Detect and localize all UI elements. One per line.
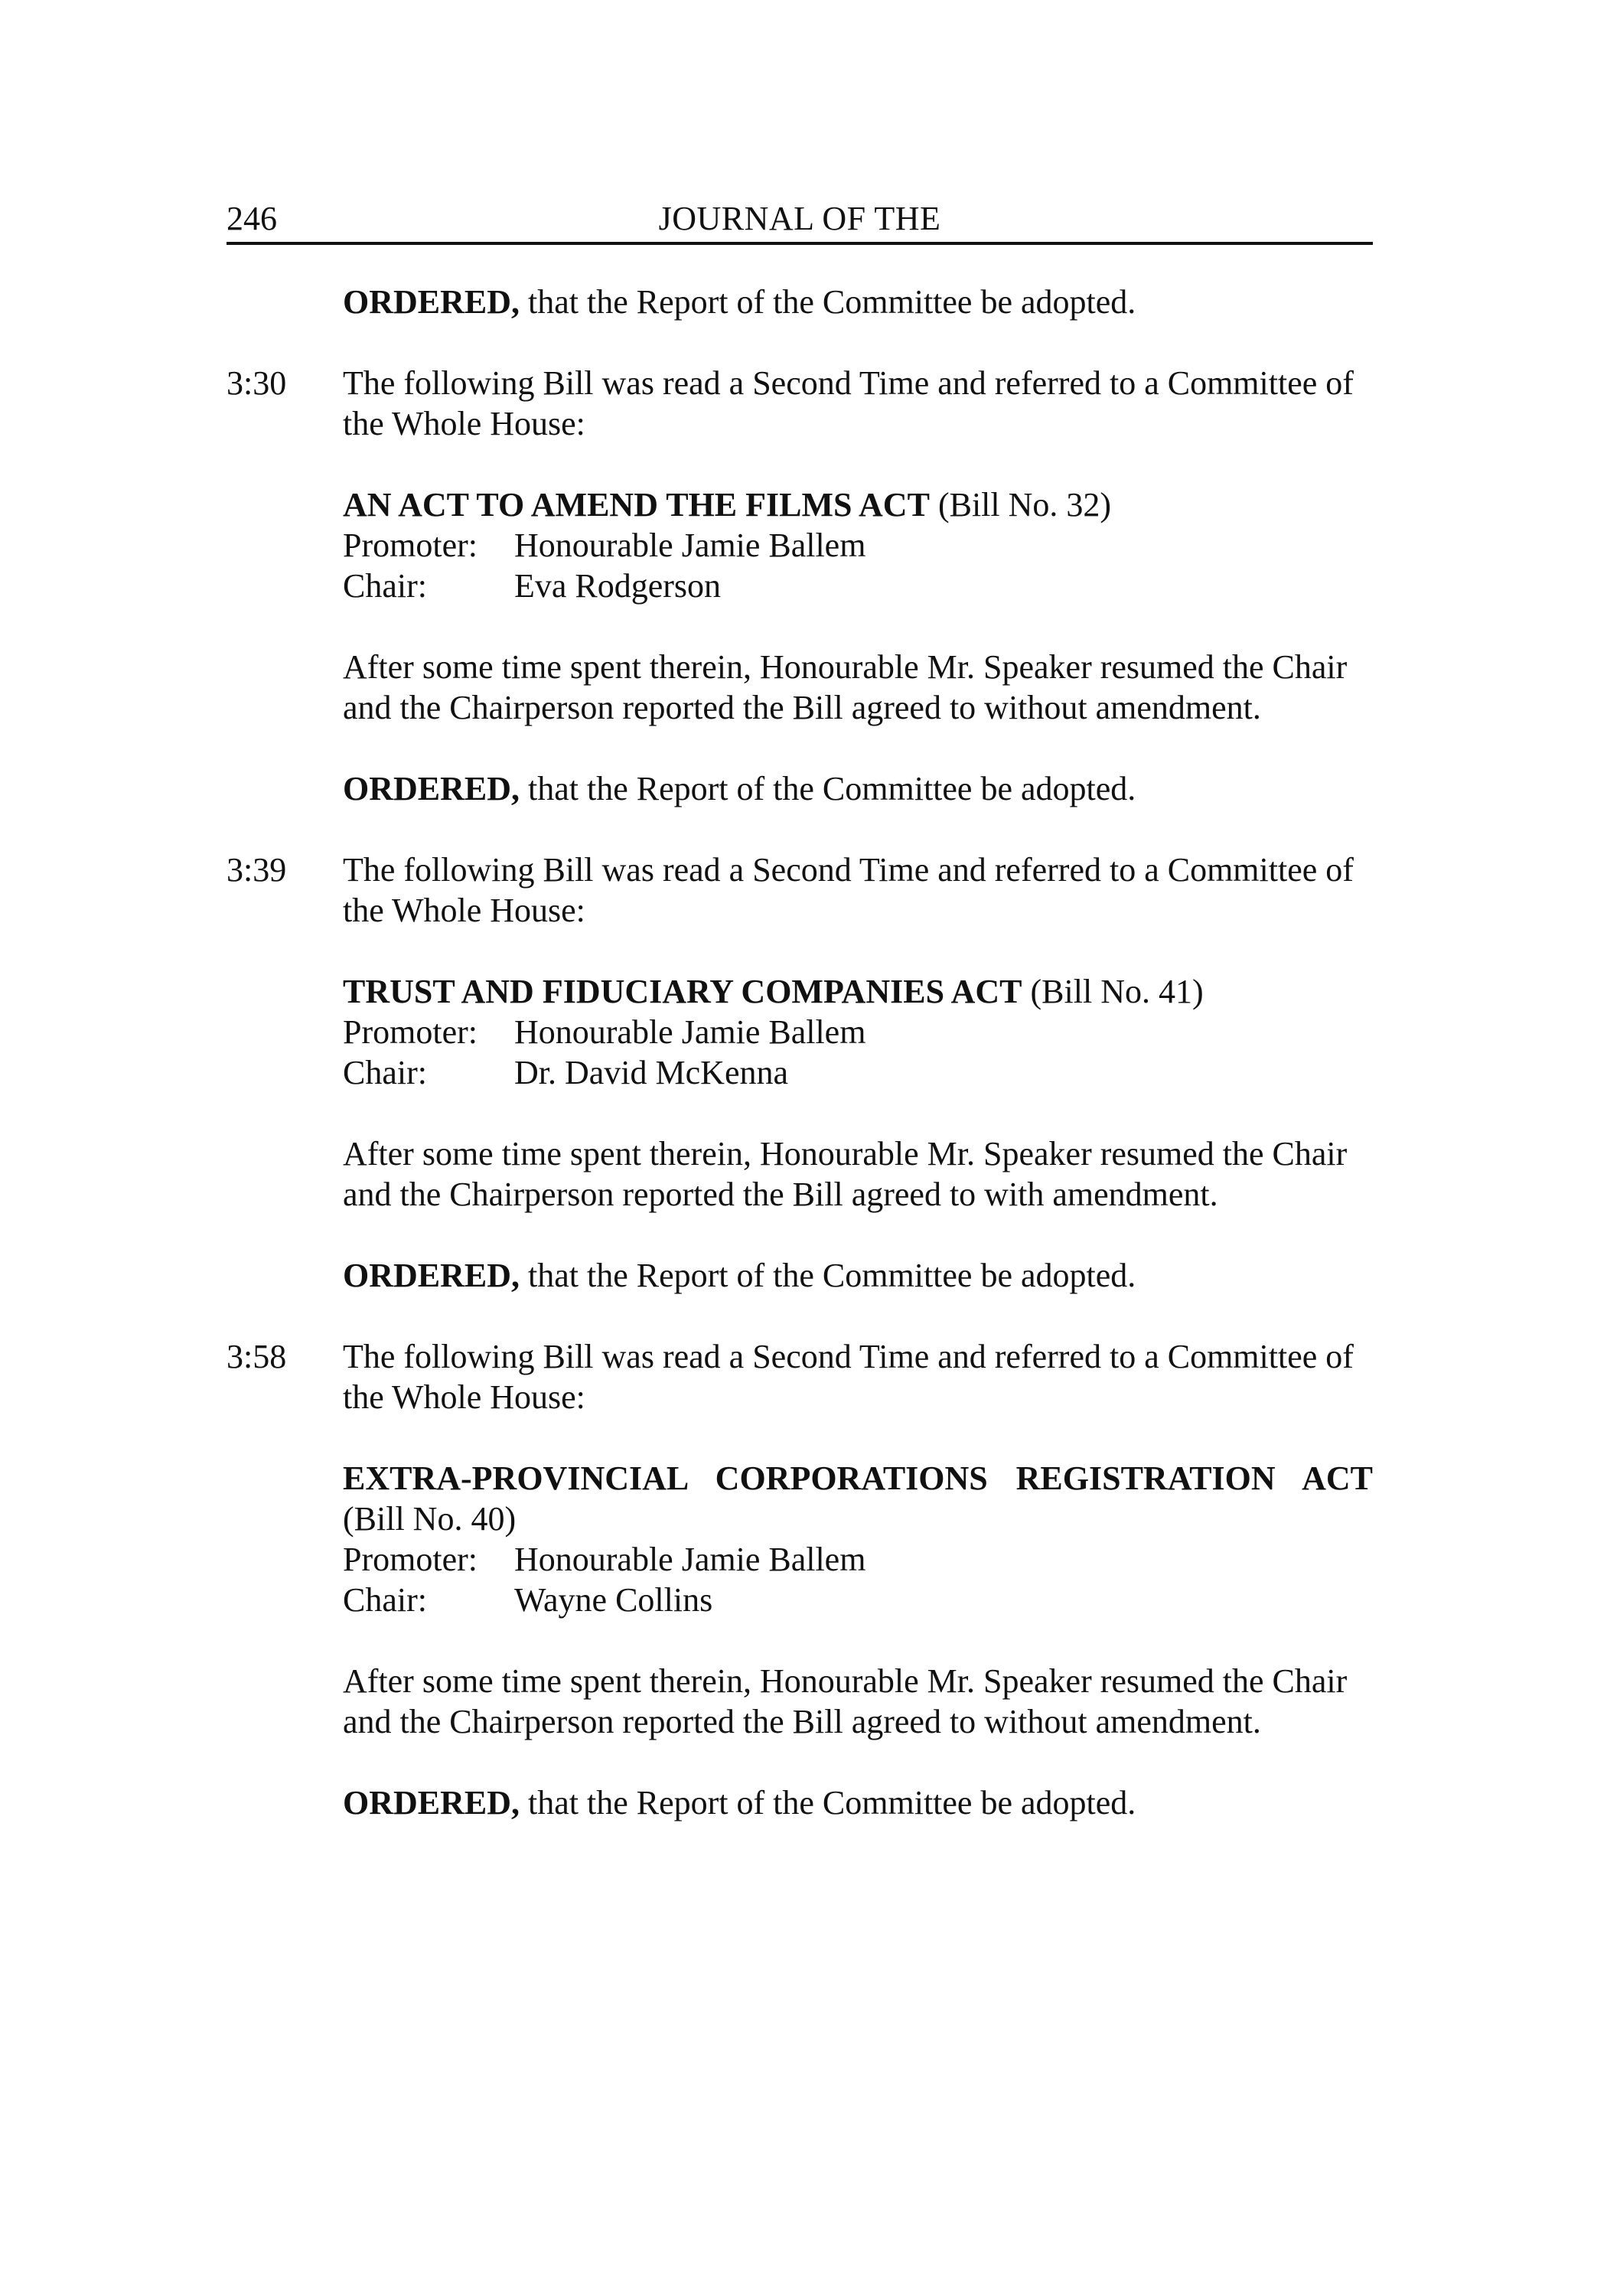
ordered-text: that the Report of the Committee be adopted. xyxy=(520,283,1136,321)
entry-intro: The following Bill was read a Second Time and referred to a Committee of the Whole House: xyxy=(343,364,1354,442)
page-number: 246 xyxy=(227,200,277,237)
chair-label: Chair: xyxy=(343,567,427,605)
bill-title-line xyxy=(343,971,1373,1012)
page-header xyxy=(227,196,1373,245)
bill-title: EXTRA-PROVINCIAL CORPORATIONS REGISTRATION ACT xyxy=(343,1459,1373,1497)
ordered-paragraph xyxy=(343,282,1373,322)
entry-intro: The following Bill was read a Second Time and referred to a Committee of the Whole House: xyxy=(343,1338,1354,1416)
chair-label: Chair: xyxy=(343,1581,427,1619)
entry-time-item xyxy=(227,1336,1373,1417)
bill-block xyxy=(343,484,1373,606)
journal-content xyxy=(227,282,1373,1864)
entry-time-item xyxy=(227,850,1373,931)
promoter-name: Honourable Jamie Ballem xyxy=(514,1013,866,1051)
bill-title: AN ACT TO AMEND THE FILMS ACT xyxy=(343,486,930,523)
entry-time: 3:58 xyxy=(227,1338,287,1375)
chair-row xyxy=(343,1052,1373,1093)
chair-name: Eva Rodgerson xyxy=(514,567,722,605)
bill-title-line xyxy=(343,484,1373,525)
ordered-label: ORDERED, xyxy=(343,283,520,321)
entry-intro: The following Bill was read a Second Time and referred to a Committee of the Whole House: xyxy=(343,851,1354,929)
bill-block xyxy=(343,971,1373,1093)
chair-label: Chair: xyxy=(343,1054,427,1091)
bill-block xyxy=(343,1458,1373,1620)
ordered-label: ORDERED, xyxy=(343,1257,520,1294)
result-paragraph: After some time spent therein, Honourable Mr. Speaker resumed the Chair and the Chairperson reported the Bill agreed to without amendment. xyxy=(343,648,1348,726)
result-paragraph: After some time spent therein, Honourable Mr. Speaker resumed the Chair and the Chairperson reported the Bill agreed to with amendment. xyxy=(343,1135,1348,1213)
bill-number: (Bill No. 40) xyxy=(343,1500,517,1538)
ordered-label: ORDERED, xyxy=(343,770,520,807)
running-head: JOURNAL OF THE xyxy=(658,200,941,237)
entry-time: 3:30 xyxy=(227,364,287,402)
promoter-row xyxy=(343,1539,1373,1580)
promoter-name: Honourable Jamie Ballem xyxy=(514,1541,866,1578)
bill-title: TRUST AND FIDUCIARY COMPANIES ACT xyxy=(343,973,1022,1010)
promoter-label: Promoter: xyxy=(343,527,478,564)
result-paragraph: After some time spent therein, Honourable Mr. Speaker resumed the Chair and the Chairperson reported the Bill agreed to without amendment. xyxy=(343,1662,1348,1740)
chair-row xyxy=(343,1580,1373,1620)
ordered-paragraph xyxy=(343,768,1373,809)
entry-time-item xyxy=(227,363,1373,444)
entry-time: 3:39 xyxy=(227,851,287,889)
ordered-paragraph xyxy=(343,1255,1373,1296)
bill-number: (Bill No. 32) xyxy=(929,486,1112,523)
promoter-name: Honourable Jamie Ballem xyxy=(514,527,866,564)
ordered-label: ORDERED, xyxy=(343,1784,520,1821)
ordered-paragraph xyxy=(343,1782,1373,1823)
promoter-row xyxy=(343,525,1373,566)
promoter-label: Promoter: xyxy=(343,1541,478,1578)
promoter-label: Promoter: xyxy=(343,1013,478,1051)
chair-row xyxy=(343,566,1373,606)
ordered-text: that the Report of the Committee be adopted. xyxy=(520,1784,1136,1821)
ordered-text: that the Report of the Committee be adopted. xyxy=(520,770,1136,807)
chair-name: Wayne Collins xyxy=(514,1581,713,1619)
bill-number: (Bill No. 41) xyxy=(1022,973,1204,1010)
ordered-text: that the Report of the Committee be adopted. xyxy=(520,1257,1136,1294)
promoter-row xyxy=(343,1012,1373,1052)
chair-name: Dr. David McKenna xyxy=(514,1054,789,1091)
